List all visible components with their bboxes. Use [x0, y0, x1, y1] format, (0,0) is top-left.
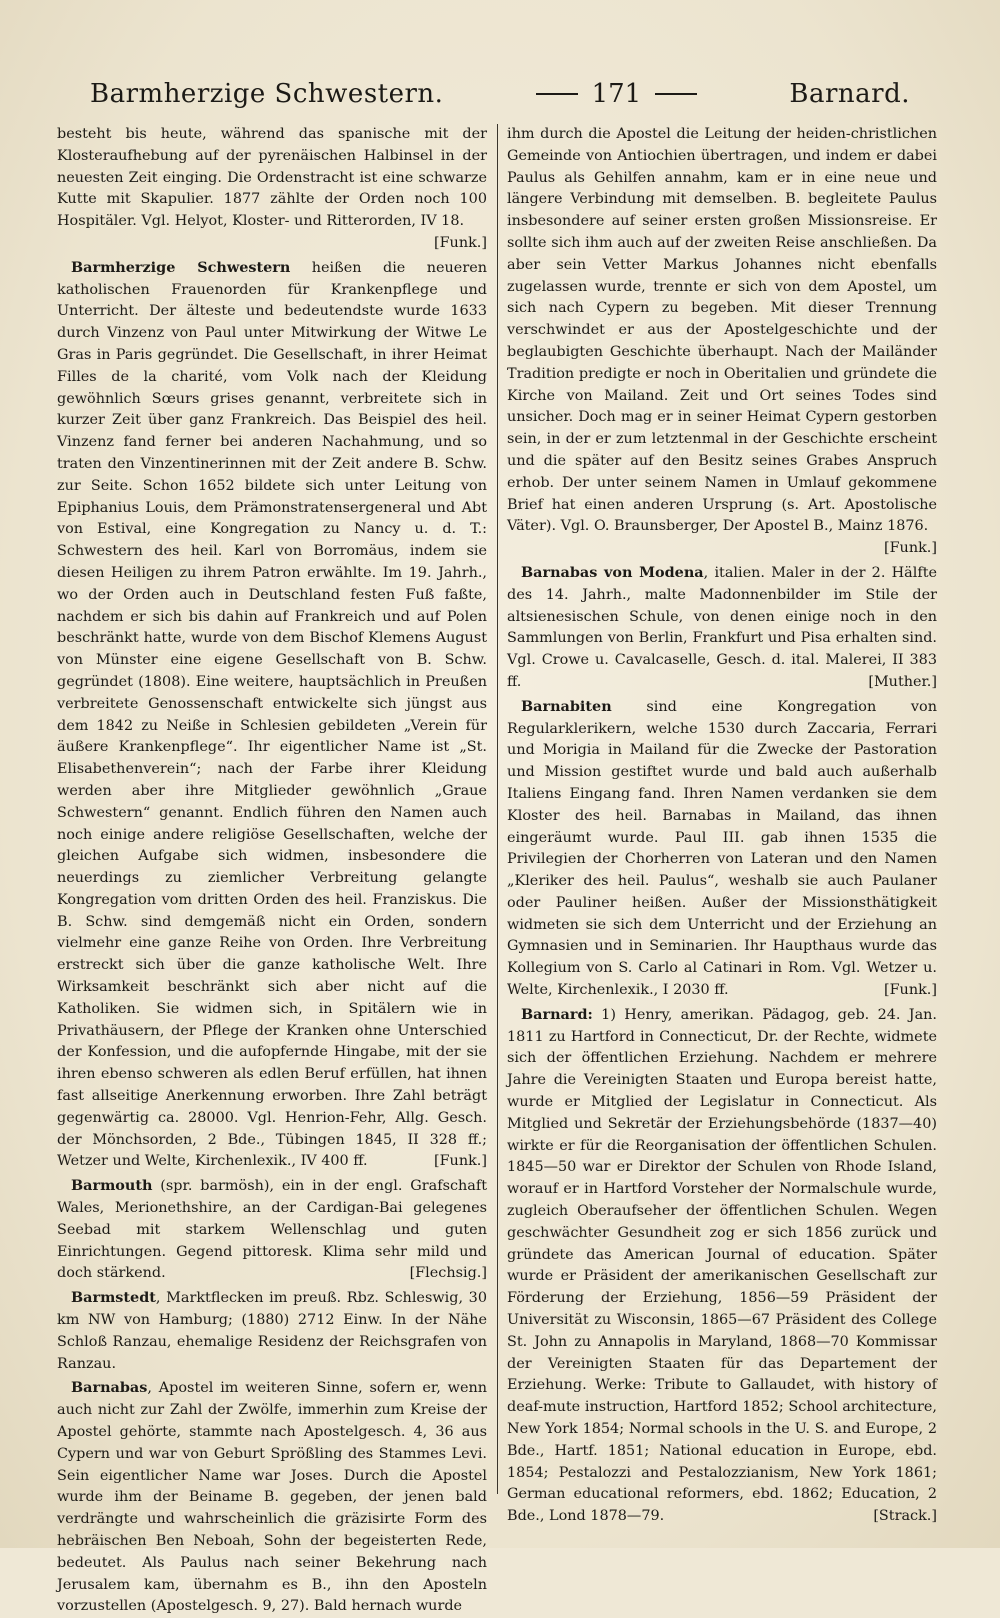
entry-headword: Barmherzige Schwestern [71, 258, 291, 276]
entry-text: (spr. barmösh), ein in der engl. Grafschaft Wales, Merionethshire, an der Cardigan-Bai gelegenes Seebad mit starkem Wellenschlag und guten Einrichtungen. Gegend pittoresk. Klima sehr mild und doch stärkend. [57, 1178, 487, 1282]
article-entry [507, 562, 937, 694]
entry-text: heißen die neueren katholischen Frauenorden für Krankenpflege und Unterricht. Der älteste und bedeutendste wurde 1633 durch Vinzenz von Paul unter Mitwirkung der Witwe Le Gras in Paris gegründet. Die Gesellschaft, in ihrer Heimat Filles de la charité, vom Volk nach der Kleidung gewöhnlich Sœurs grises genannt, verbreitete sich in kurzer Zeit über ganz Frankreich. Das Beispiel des heil. Vinzenz fand ferner bei anderen Nachahmung, und so traten den Vinzentinerinnen mit der Zeit andere B. Schw. zur Seite. Schon 1652 bildete sich unter Leitung von Epiphanius Louis, dem Prämonstratensergeneral und Abt von Estival, eine Kongregation zu Nancy u. d. T.: Schwestern des heil. Karl von Borromäus, indem sie diesen Heiligen zu ihrem Patron erwählte. Im 19. Jahrh., wo der Orden auch in Deutschland festen Fuß faßte, nachdem er sich bis dahin auf Frankreich und auf Polen beschränkt hatte, wurde von dem Bischof Klemens August von Münster eine eigene Gesellschaft von B. Schw. gegründet (1808). Eine weitere, hauptsächlich in Preußen verbreitete Genossenschaft entwickelte sich jüngst aus dem 1842 zu Neiße in Schlesien gebildeten „Verein für äußere Krankenpflege“. Ihr eigentlicher Name ist „St. Elisabethenverein“; nach der Farbe ihrer Kleidung werden aber ihre Mitglieder gewöhnlich „Graue Schwestern“ genannt. Endlich führen den Namen auch noch einige andere religiöse Gesellschaften, welche der gleichen Aufgabe sich widmen, insbesondere die neuerdings zu ziemlicher Verbreitung gelangte Kongregation vom dritten Orden des heil. Franziskus. Die B. Schw. sind demgemäß nicht ein Orden, sondern vielmehr eine ganze Reihe von Orden. Ihre Verbreitung erstreckt sich über die ganze katholische Welt. Ihre Wirksamkeit beschränkt sich aber nicht auf die Katholiken. Sie widmen sich, in Spitälern wie in Privathäusern, der Pflege der Kranken ohne Unterschied der Konfession, und die aufopfernde Hingabe, mit der sie ihren ebenso schweren als edlen Beruf erfüllen, hat ihnen fast allseitige Anerkennung erworben. Ihre Zahl beträgt gegenwärtig ca. 28000. Vgl. Henrion-Fehr, Allg. Gesch. der Mönchsorden, 2 Bde., Tübingen 1845, II 328 ff.; Wetzer und Welte, Kirchenlexik., IV 400 ff. [57, 259, 487, 1170]
article-entry [57, 257, 487, 1173]
entry-text: , italien. Maler in der 2. Hälfte des 14. Jahrh., malte Madonnenbilder im Stile der altsienesischen Schule, von denen einige noch in den Sammlungen von Berlin, Frankfurt und Pisa erhalten sind. Vgl. Crowe u. Cavalcaselle, Gesch. d. ital. Malerei, II 383 ff. [507, 564, 937, 690]
entry-headword: Barnabiten [521, 697, 612, 715]
author-signature: [Muther.] [868, 673, 937, 690]
author-signature: [Strack.] [873, 1508, 937, 1525]
left-column [57, 124, 487, 1615]
header-left-title: Barmherzige Schwestern. [90, 79, 444, 109]
entry-text: besteht bis heute, während das spanische mit der Klosteraufhebung auf der pyrenäischen Halbinsel in der neuesten Zeit einging. Die Ordenstracht ist eine schwarze Kutte mit Skapulier. 1877 zählte der Orden noch 100 Hospitäler. Vgl. Helyot, Kloster- und Ritterorden, IV 18. [57, 126, 487, 230]
text-columns [57, 124, 937, 1615]
entry-text: , Apostel im weiteren Sinne, sofern er, wenn auch nicht zur Zahl der Zwölfe, immerhin zum Kreise der Apostel gehörte, stammte nach Apostelgesch. 4, 36 aus Cypern und war von Geburt Sprößling des Stammes Levi. Sein eigentlicher Name war Joses. Durch die Apostel wurde ihm der Beiname B. gegeben, der jenen bald verdrängte und wahrscheinlich die gräzisirte Form des hebräischen Ben Neboah, Sohn der begeisterten Rede, bedeutet. Als Paulus nach seiner Bekehrung nach Jerusalem kam, übernahm es B., ihn den Aposteln vorzustellen (Apostelgesch. 9, 27). Bald hernach wurde [57, 1380, 487, 1615]
page-number: 171 [591, 79, 642, 109]
entry-headword: Barmstedt [71, 1289, 156, 1307]
entry-headword: Barnabas [71, 1379, 148, 1397]
article-entry [507, 1004, 937, 1528]
entry-headword: Barmouth [71, 1177, 153, 1195]
header-rule-left [536, 93, 578, 95]
page-number-group [536, 79, 698, 109]
article-entry [57, 1175, 487, 1285]
author-signature: [Flechsig.] [409, 1265, 487, 1282]
article-entry [57, 124, 487, 255]
entry-headword: Barnard: [521, 1005, 593, 1023]
header-right-title: Barnard. [789, 79, 910, 109]
entry-text: ihm durch die Apostel die Leitung der heiden-christlichen Gemeinde von Antiochien übertragen, und indem er dabei Paulus als Gehilfen annahm, kam er in eine neue und längere Verbindung mit demselben. B. begleitete Paulus insbesondere auf seiner ersten großen Missionsreise. Er sollte sich ihm auch auf der zweiten Reise anschließen. Da aber sein Vetter Markus Johannes nicht ebenfalls zugelassen wurde, trennte er sich von dem Apostel, um sich nach Cypern zu begeben. Mit dieser Trennung verschwindet er aus der Apostelgeschichte und der beglaubigten Geschichte überhaupt. Nach der Mailänder Tradition predigte er noch in Oberitalien und gründete die Kirche von Mailand. Zeit und Ort seines Todes sind unsicher. Doch mag er in seiner Heimat Cypern gestorben sein, in der er zum letztenmal in der Geschichte erscheint und die später auf den Besitz seines Grabes Anspruch erhob. Der unter seinem Namen in Umlauf gekommene Brief hat einen anderen Ursprung (s. Art. Apostolische Väter). Vgl. O. Braunsberger, Der Apostel B., Mainz 1876. [507, 126, 937, 535]
article-entry [57, 1287, 487, 1375]
article-entry [57, 1377, 487, 1618]
author-signature: [Funk.] [883, 982, 937, 999]
running-header [90, 74, 910, 114]
entry-text: sind eine Kongregation von Regularklerikern, welche 1530 durch Zaccaria, Ferrari und Morigia in Mailand für die Zwecke der Pastoration und Mission gestiftet wurde und bald auch außerhalb Italiens Eingang fand. Ihren Namen verdanken sie dem Kloster des heil. Barnabas in Mailand, das ihnen eingeräumt wurde. Paul III. gab ihnen 1535 die Privilegien der Chorherren von Lateran und den Namen „Kleriker des heil. Paulus“, weshalb sie auch Paulaner oder Pauliner heißen. Außer der Missionsthätigkeit widmeten sie sich dem Unterricht und der Erziehung an Gymnasien und in Seminarien. Ihr Haupthaus wurde das Kollegium von S. Carlo al Catinari in Rom. Vgl. Wetzer u. Welte, Kirchenlexik., I 2030 ff. [507, 698, 937, 999]
right-column [507, 124, 937, 1525]
article-entry [507, 696, 937, 1002]
entry-headword: Barnabas von Modena [521, 563, 704, 581]
author-signature: [Funk.] [433, 234, 487, 251]
header-rule-right [655, 93, 697, 95]
entry-text: 1) Henry, amerikan. Pädagog, geb. 24. Jan. 1811 zu Hartford in Connecticut, Dr. der Rechte, widmete sich der öffentlichen Erziehung. Nachdem er mehrere Jahre die Vereinigten Staaten und Europa bereist hatte, wurde er Mitglied der Legislatur in Connecticut. Als Mitglied und Sekretär der Erziehungsbehörde (1837—40) wirkte er für die Reorganisation der öffentlichen Schulen. 1845—50 war er Direktor der Schulen von Rhode Island, worauf er in Hartford Vorsteher der Normalschule wurde, zugleich Oberaufseher der öffentlichen Schulen. Wegen geschwächter Gesundheit zog er sich 1856 zurück und gründete das American Journal of education. Später wurde er Präsident der amerikanischen Gesellschaft zur Förderung der Erziehung, 1856—59 Präsident der Universität zu Wisconsin, 1865—67 Präsident des College St. John zu Annapolis in Maryland, 1868—70 Kommissar der Vereinigten Staaten für das Departement der Erziehung. Werke: Tribute to Gallaudet, with history of deaf-mute instruction, Hartford 1852; School architecture, New York 1854; Normal schools in the U. S. and Europe, 2 Bde., Hartf. 1851; National education in Europe, ebd. 1854; Pestalozzi and Pestalozzianism, New York 1861; German educational reformers, ebd. 1862; Education, 2 Bde., Lond 1878—79. [507, 1006, 937, 1525]
author-signature: [Funk.] [433, 1153, 487, 1170]
author-signature: [Funk.] [883, 540, 937, 557]
entry-text: , Marktflecken im preuß. Rbz. Schleswig, 30 km NW von Hamburg; (1880) 2712 Einw. In der Nähe Schloß Ranzau, ehemalige Residenz der Reichsgrafen von Ranzau. [57, 1290, 487, 1372]
article-entry [507, 124, 937, 560]
